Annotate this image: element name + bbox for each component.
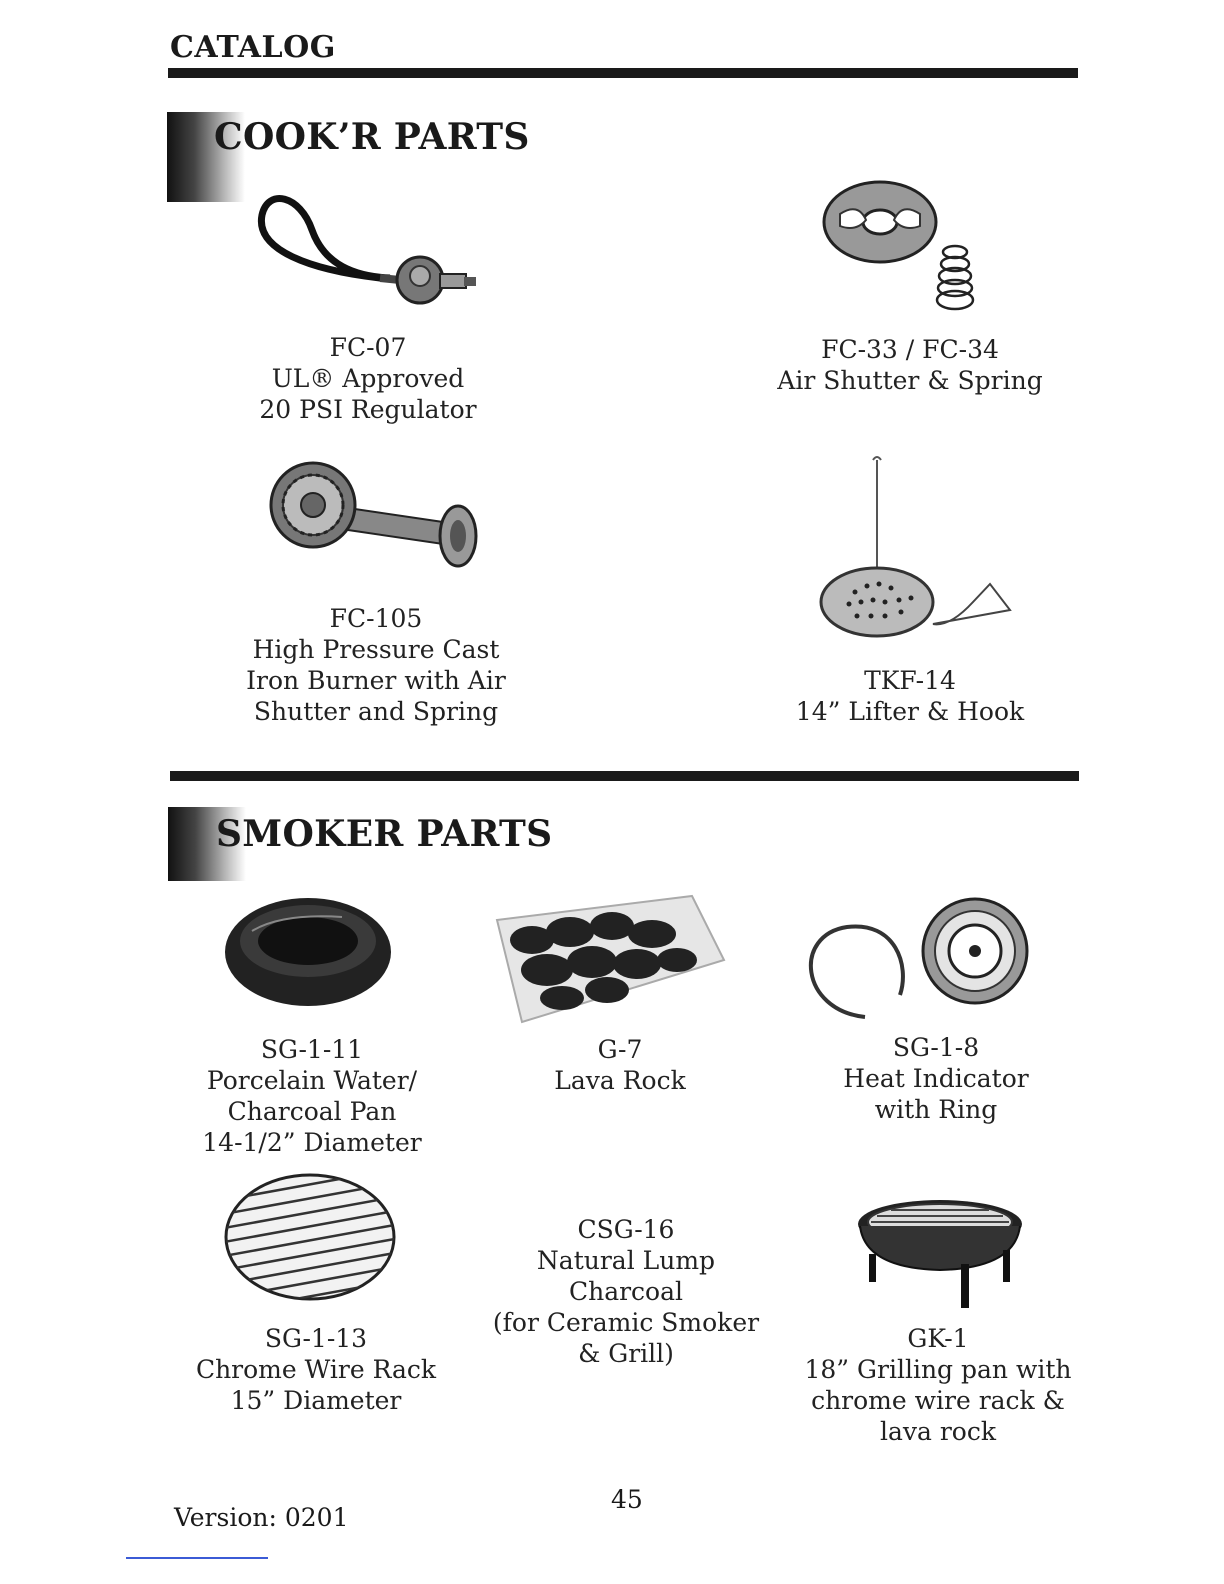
gk1-caption <box>788 1323 1088 1447</box>
lava-rock-bag-icon <box>492 890 727 1025</box>
item-desc-line: 14” Lifter & Hook <box>795 697 1025 726</box>
header-rule <box>168 68 1078 78</box>
fc33-caption <box>760 334 1060 396</box>
item-desc-line: 20 PSI Regulator <box>259 395 477 424</box>
scan-edge-line <box>126 1557 268 1559</box>
item-desc-line: Lava Rock <box>554 1066 686 1095</box>
cooker-section-title: COOK’R PARTS <box>214 116 530 158</box>
wire-rack-icon <box>222 1170 400 1305</box>
sg18-caption <box>786 1032 1086 1125</box>
g7-caption <box>470 1034 770 1096</box>
page-number: 45 <box>611 1485 643 1514</box>
item-desc-line: Charcoal <box>568 1277 684 1306</box>
item-desc-line: Heat Indicator <box>843 1064 1029 1093</box>
item-code: FC-33 / FC-34 <box>821 335 999 364</box>
lifter-hook-icon <box>815 452 1015 642</box>
heat-indicator-icon <box>795 895 1035 1030</box>
water-pan-icon <box>222 895 394 1010</box>
sg113-caption <box>166 1323 466 1416</box>
item-desc-line: UL® Approved <box>271 364 465 393</box>
item-desc-line: lava rock <box>879 1417 997 1446</box>
item-desc-line: 18” Grilling pan with <box>804 1355 1072 1384</box>
item-desc-line: chrome wire rack & <box>811 1386 1065 1415</box>
item-code: SG-1-13 <box>264 1324 368 1353</box>
version-label: Version: 0201 <box>174 1503 349 1532</box>
item-desc-line: Chrome Wire Rack <box>195 1355 437 1384</box>
item-desc-line: Iron Burner with Air <box>246 666 506 695</box>
item-desc-line: Shutter and Spring <box>253 697 499 726</box>
section-divider <box>170 771 1079 781</box>
tkf14-caption <box>760 665 1060 727</box>
item-code: G-7 <box>597 1035 643 1064</box>
item-code: GK-1 <box>907 1324 969 1353</box>
item-desc-line: High Pressure Cast <box>252 635 500 664</box>
item-desc-line: with Ring <box>874 1095 998 1124</box>
item-code: SG-1-11 <box>260 1035 364 1064</box>
catalog-header: CATALOG <box>170 30 336 65</box>
item-desc-line: 14-1/2” Diameter <box>202 1128 422 1157</box>
item-code: SG-1-8 <box>892 1033 980 1062</box>
sg111-caption <box>162 1034 462 1158</box>
item-code: TKF-14 <box>864 666 956 695</box>
item-desc-line: Air Shutter & Spring <box>777 366 1043 395</box>
smoker-section-title: SMOKER PARTS <box>216 813 553 855</box>
hose-regulator-icon <box>250 190 485 315</box>
fc105-caption <box>226 603 526 727</box>
item-code: CSG-16 <box>577 1215 675 1244</box>
cast-iron-burner-icon <box>268 460 483 570</box>
air-shutter-spring-icon <box>820 180 985 320</box>
item-desc-line: 15” Diameter <box>230 1386 402 1415</box>
item-code: FC-105 <box>329 604 423 633</box>
item-desc-line: Porcelain Water/ <box>206 1066 418 1095</box>
item-desc-line: Natural Lump <box>536 1246 716 1275</box>
item-code: FC-07 <box>329 333 407 362</box>
csg16-caption <box>476 1214 776 1369</box>
fc07-caption <box>218 332 518 425</box>
item-desc-line: (for Ceramic Smoker <box>492 1308 760 1337</box>
item-desc-line: Charcoal Pan <box>227 1097 397 1126</box>
item-desc-line: & Grill) <box>578 1339 674 1368</box>
grilling-pan-icon <box>855 1198 1025 1310</box>
